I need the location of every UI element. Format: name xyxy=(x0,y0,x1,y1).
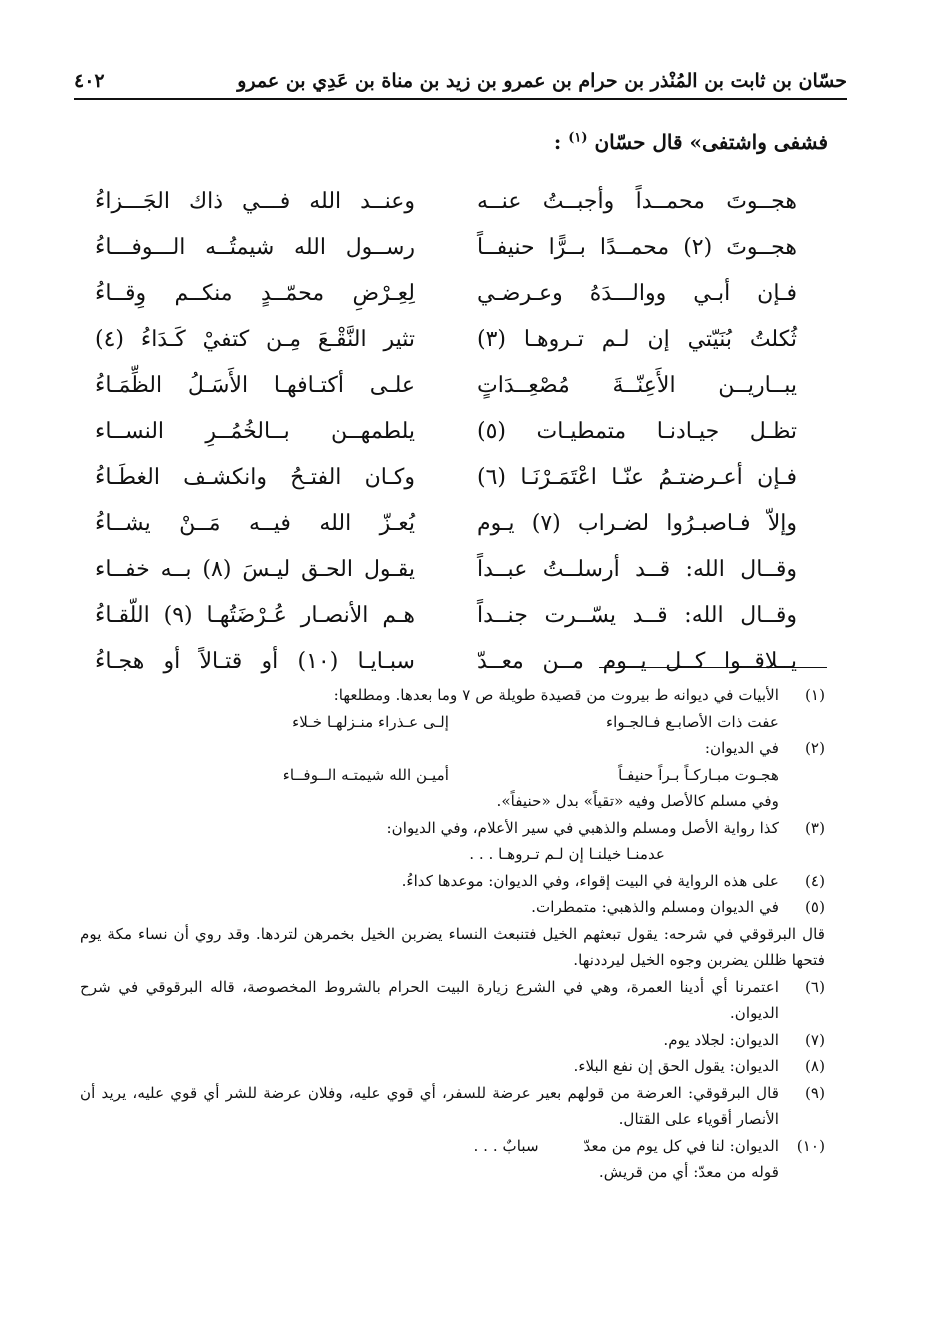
footnote-continuation: قوله من معدّ: أي من قريش. xyxy=(598,1163,779,1181)
footnote-continuation: قال البرقوقي في شرحه: يقول تبعثهم الخيل فتنبعث النساء يضربن الخيل بخمرهن لتردها. وقد روي أن نساء مكة يوم فتحها ظللن يضربن وجوه الخيل ليرددنها. xyxy=(80,924,825,969)
footnote-number: (١) xyxy=(804,686,825,704)
verse-second-hemistich: لِعِـرْضِ محمّــدٍ منكــم وِقــاءُ xyxy=(95,280,415,306)
footnote-rule xyxy=(599,667,827,668)
verse-second-hemistich: علـى أكتـافهـا الأَسَـلُ الظِّمَـاءُ xyxy=(95,372,415,398)
footnote-text: كذا رواية الأصل ومسلم والذهبي في سير الأعلام، وفي الديوان: xyxy=(386,818,779,837)
verse-second-hemistich: سبـايـا (١٠) أو قتـالاً أو هجـاءُ xyxy=(95,649,415,675)
verse-first-hemistich: يبــاريــن الأَعِنّــةَ مُصْعِــدَاتٍ xyxy=(477,372,797,398)
page-header xyxy=(74,58,847,100)
poem-verse xyxy=(95,362,797,408)
verse-first-hemistich: تظـل جيـادنـا متمطيـات (٥) xyxy=(477,419,797,445)
footnote-number: (٢) xyxy=(804,739,825,757)
footnote-text: في الديوان: xyxy=(704,739,779,757)
poem-verse xyxy=(95,501,797,547)
verse-first-hemistich: هجــوتَ (٢) محمــدًا بــرًّا حنيفــاً xyxy=(477,234,797,260)
footnote-verse: عدمنـا خيلنـا إن لـم تـروهـا . . . xyxy=(469,845,665,863)
footnote-number: (٥) xyxy=(804,898,825,916)
page-number: ٤٠٢ xyxy=(74,70,105,92)
verse-first: هجـوت مبـاركـاً بـراً حنيفـاً xyxy=(618,765,779,784)
verse-second-hemistich: رســول الله شيمتُــه الـــوفـــاءُ xyxy=(95,234,415,260)
footnote-7 xyxy=(80,1027,825,1054)
footnote-number: (٤) xyxy=(804,871,825,890)
footnote-2 xyxy=(80,735,825,762)
footnote-5 xyxy=(80,894,825,921)
poem-verse xyxy=(95,455,797,501)
verse-second-hemistich: يُعـزّ الله فيــه مَــنْ يشــاءُ xyxy=(95,511,415,537)
verse-first-hemistich: وقــال الله: قــد يسّــرت جنــداً xyxy=(477,603,797,629)
verse-first-hemistich: ثُكلتُ بُنَيّتي إن لـم تـروهـا (٣) xyxy=(477,326,797,352)
running-title: حسّان بن ثابت بن المُنْذر بن حرام بن عمرو بن زيد بن مناة بن عَدِي بن عمرو xyxy=(237,70,847,92)
verse-second: إلـى عـذراء منـزلهـا خـلاء xyxy=(292,712,449,731)
footnote-text: قال البرقوقي: العرضة من قولهم بعير عرضة للسفر، أي قوي عليه، وفلان عرضة للشر أي قوي عليه، يريد أن الأنصار أقوياء على القتال. xyxy=(80,1083,779,1128)
footnote-number: (١٠) xyxy=(796,1136,825,1155)
poem-verse xyxy=(95,224,797,270)
poem-verse xyxy=(95,316,797,362)
verse-second-hemistich: هـم الأنصـار عُـرْضَتُهـا (٩) اللّقـاءُ xyxy=(95,603,416,629)
poem-verse xyxy=(95,593,797,639)
verse-first-hemistich: فـإن أعـرضتـمُ عنّـا اعْتَمَـرْنَـا (٦) xyxy=(477,465,797,491)
verse-second: أميـن الله شيمتـه الــوفــاء xyxy=(282,765,449,784)
footnote-text: في الديوان ومسلم والذهبي: متمطرات. xyxy=(531,898,779,916)
intro-line xyxy=(448,130,828,154)
footnote-text: الديوان: يقول الحق إن نفع البلاء. xyxy=(573,1057,779,1075)
footnote-9 xyxy=(80,1080,825,1133)
footnotes xyxy=(80,682,825,1186)
footnote-text: اعتمرنا أي أدينا العمرة، وهي في الشرع زيارة البيت الحرام بالشروط المخصوصة، قاله البرقوقي في شرح الديوان. xyxy=(80,977,779,1022)
footnote-4 xyxy=(80,868,825,895)
poem-verse xyxy=(95,270,797,316)
footnote-10 xyxy=(80,1133,825,1160)
footnote-6 xyxy=(80,974,825,1027)
footnote-3 xyxy=(80,815,825,842)
verse-first-hemistich: فـإن أبـي ووالـــدَهُ وعـرضـي xyxy=(477,280,797,306)
footnote-number: (٩) xyxy=(804,1083,825,1102)
poem-verse xyxy=(95,639,797,685)
verse-second-hemistich: يلطمهــن بــالخُمُــرِ النســاء xyxy=(95,419,415,445)
footnote-verse xyxy=(80,709,825,736)
verse-second-hemistich: يقـول الحـق ليـسَ (٨) بــه خفــاء xyxy=(95,557,415,583)
verse-first: عفت ذات الأصابـع فـالجـواء xyxy=(605,712,779,731)
footnote-number: (٧) xyxy=(804,1030,825,1049)
footnote-text: على هذه الرواية في البيت إقواء، وفي الديوان: موعدها كداءُ. xyxy=(401,871,779,890)
verse-second-hemistich: وكـان الفتـحُ وانكشـف الغطَـاءُ xyxy=(95,465,415,491)
verse-first-hemistich: وإلاّ فـاصبـرُوا لضـراب (٧) يـوم xyxy=(477,511,797,537)
footnote-text: الديوان: لجلاد يوم. xyxy=(663,1030,779,1049)
poem-verse xyxy=(95,408,797,454)
footnote-number: (٣) xyxy=(804,818,825,837)
verse-second-hemistich: تثير النَّقْـعَ مِـن كتفيْ كَـدَاءُ (٤) xyxy=(95,326,415,352)
poem xyxy=(95,178,797,685)
footnote-text: الأبيات في ديوانه ط بيروت من قصيدة طويلة ص ٧ وما بعدها. ومطلعها: xyxy=(333,686,779,704)
footnote-text-main: الديوان: لنا في كل يوم من معدّ xyxy=(583,1136,779,1155)
poem-verse xyxy=(95,178,797,224)
footnote-ref: (١) xyxy=(568,130,588,146)
verse-first-hemistich: وقــال الله: قــد أرسلــتُ عبــداً xyxy=(477,557,797,583)
footnote-8 xyxy=(80,1053,825,1080)
verse-first-hemistich: يــلاقــوا كــل يــوم مــن معــدّ xyxy=(477,649,797,675)
footnote-number: (٨) xyxy=(804,1057,825,1075)
footnote-continuation: وفي مسلم كالأصل وفيه «تقياً» بدل «حنيفاً». xyxy=(496,792,779,810)
intro-text: فشفى واشتفى» قال حسّان xyxy=(594,130,828,154)
verse-first-hemistich: هجــوتَ محمــداً وأجبــتُ عنــه xyxy=(477,188,797,214)
footnote-number: (٦) xyxy=(804,977,825,996)
footnote-1 xyxy=(80,682,825,709)
footnote-text xyxy=(80,1133,779,1160)
footnote-verse-tail: سبابٌ . . . xyxy=(473,1136,539,1155)
poem-verse xyxy=(95,547,797,593)
intro-colon: : xyxy=(553,130,562,154)
verse-second-hemistich: وعنــد الله فـــي ذاك الجَـــزاءُ xyxy=(95,188,415,214)
footnote-verse xyxy=(80,762,825,789)
